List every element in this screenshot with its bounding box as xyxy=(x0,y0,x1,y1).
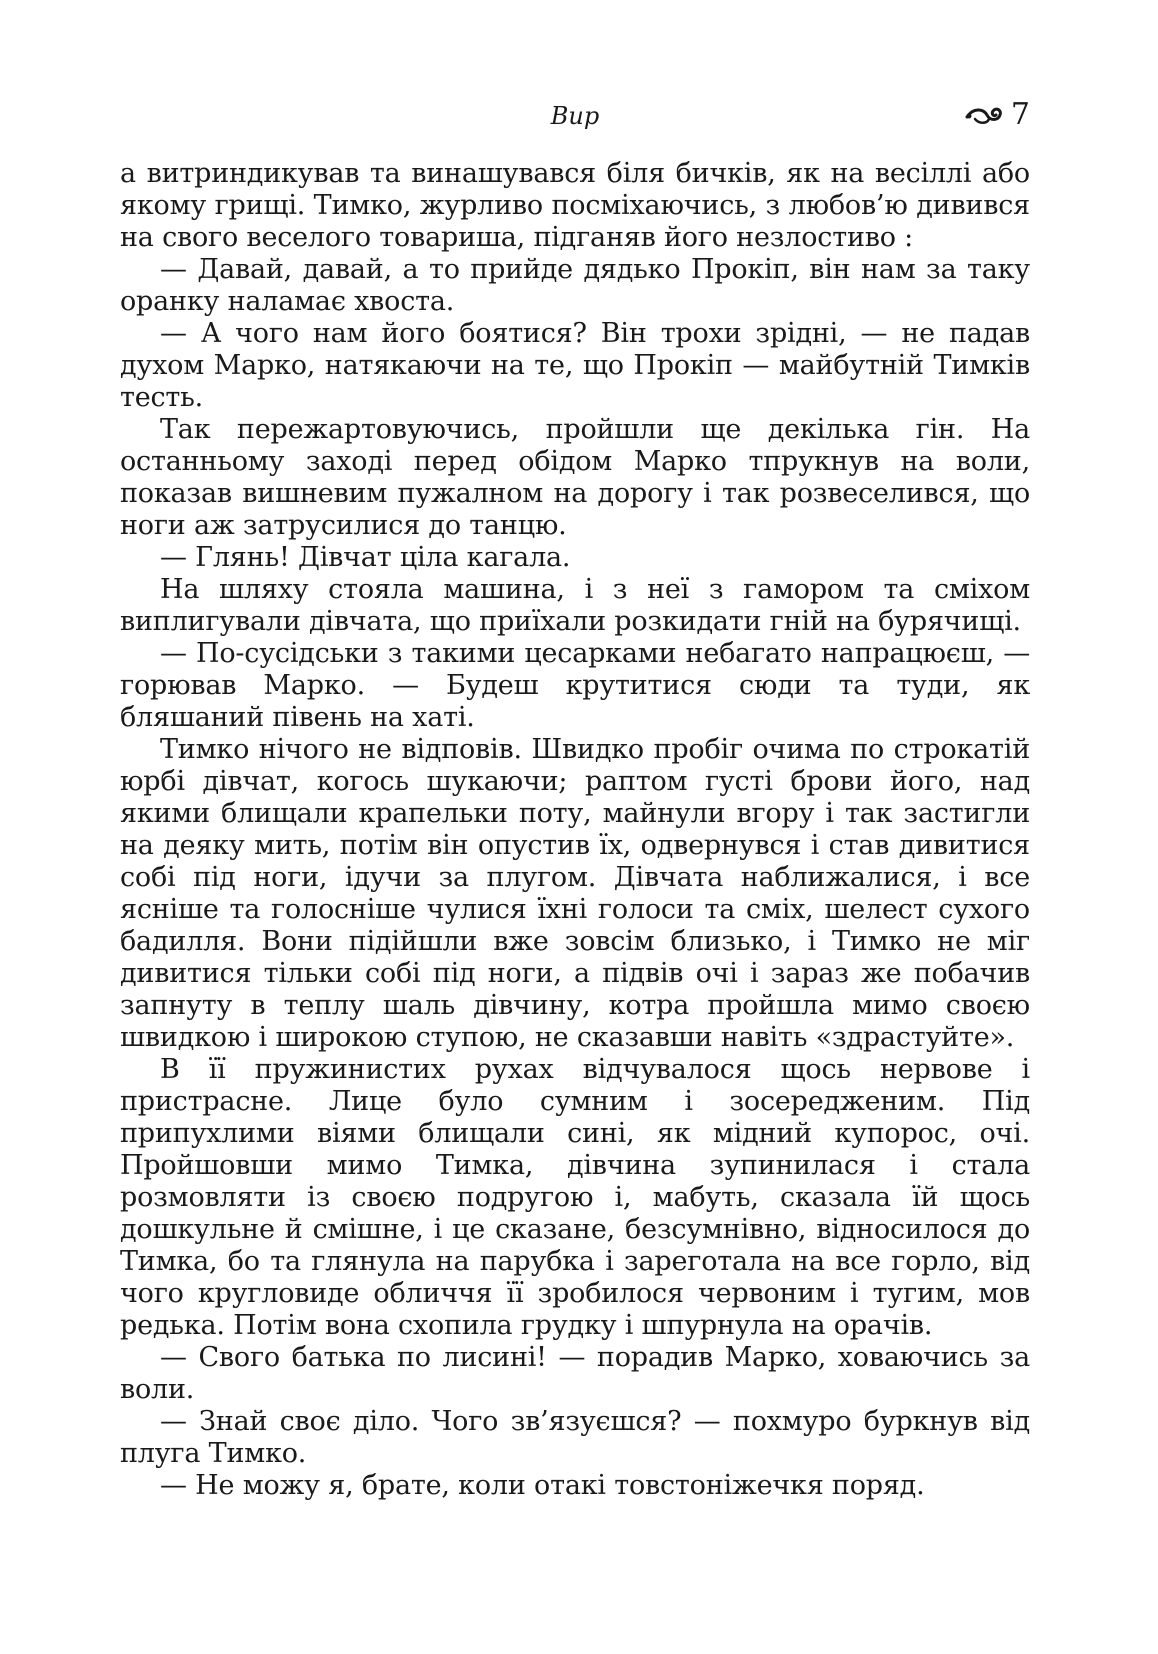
page-number: 7 xyxy=(1010,97,1030,132)
paragraph-dialogue: — Глянь! Дівчат ціла кагала. xyxy=(160,542,571,573)
paragraph-dialogue: — Давай, давай, а то прийде дядько Прокіп, він нам за таку оранку наламає хвоста. xyxy=(120,254,1030,317)
paragraph-continuation: а витриндикував та винашувався біля бичків, як на весіллі або якому грищі. Тимко, журливо посміхаючись, з любов’ю дивився на свого веселого товариша, підганяв його незлостиво : xyxy=(120,158,1030,253)
page-number-block xyxy=(965,97,1030,132)
running-title: Вир xyxy=(550,102,600,130)
paragraph-dialogue: — Знай своє діло. Чого зв’язуєшся? — похмуро буркнув від плуга Тимко. xyxy=(120,1406,1030,1469)
body-text xyxy=(120,158,1030,1502)
page-header xyxy=(120,97,1030,140)
paragraph-dialogue: — А чого нам його боятися? Він трохи зрідні, — не падав духом Марко, натякаючи на те, що Прокіп — майбутній Тимків тесть. xyxy=(120,318,1030,413)
curl-ornament-icon xyxy=(965,104,1005,126)
paragraph-dialogue: — Свого батька по лисині! — порадив Марко, ховаючись за воли. xyxy=(120,1342,1030,1405)
paragraph-dialogue: — Не можу я, брате, коли отакі товстоніжечкя поряд. xyxy=(160,1470,925,1501)
paragraph: Тимко нічого не відповів. Швидко пробіг очима по строкатій юрбі дівчат, когось шукаючи; раптом густі брови його, над якими блищали крапельки поту, майнули вгору і так застигли на деяку мить, потім він опустив їх, одвернувся і став дивитися собі під ноги, ідучи за плугом. Дівчата наближалися, і все ясніше та голосніше чулися їхні голоси та сміх, шелест сухого бадилля. Вони підійшли вже зовсім близько, і Тимко не міг дивитися тільки собі під ноги, а підвів очі і зараз же побачив запнуту в теплу шаль дівчину, котра пройшла мимо своєю швидкою і широкою ступою, не сказавши навіть «здрастуйте». xyxy=(120,734,1030,1053)
paragraph: Так пережартовуючись, пройшли ще декілька гін. На останньому заході перед обідом Марко тпрукнув на воли, показав вишневим пужалном на дорогу і так розвеселився, що ноги аж затрусилися до танцю. xyxy=(120,414,1030,541)
paragraph-dialogue: — По-сусідськи з такими цесарками небагато напрацюєш, — горював Марко. — Будеш крутитися сюди та туди, як бляшаний півень на хаті. xyxy=(120,638,1030,733)
paragraph: На шляху стояла машина, і з неї з гамором та сміхом виплигували дівчата, що приїхали розкидати гній на бурячищі. xyxy=(120,574,1030,637)
paragraph: В її пружинистих рухах відчувалося щось нервове і пристрасне. Лице було сумним і зосередженим. Під припухлими віями блищали сині, як мідний купорос, очі. Пройшовши мимо Тимка, дівчина зупинилася і стала розмовляти із своєю подругою і, мабуть, сказала їй щось дошкульне й смішне, і це сказане, безсумнівно, відносилося до Тимка, бо та глянула на парубка і зареготала на все горло, від чого кругловиде обличчя її зробилося червоним і тугим, мов редька. Потім вона схопила грудку і шпурнула на орачів. xyxy=(120,1054,1030,1341)
